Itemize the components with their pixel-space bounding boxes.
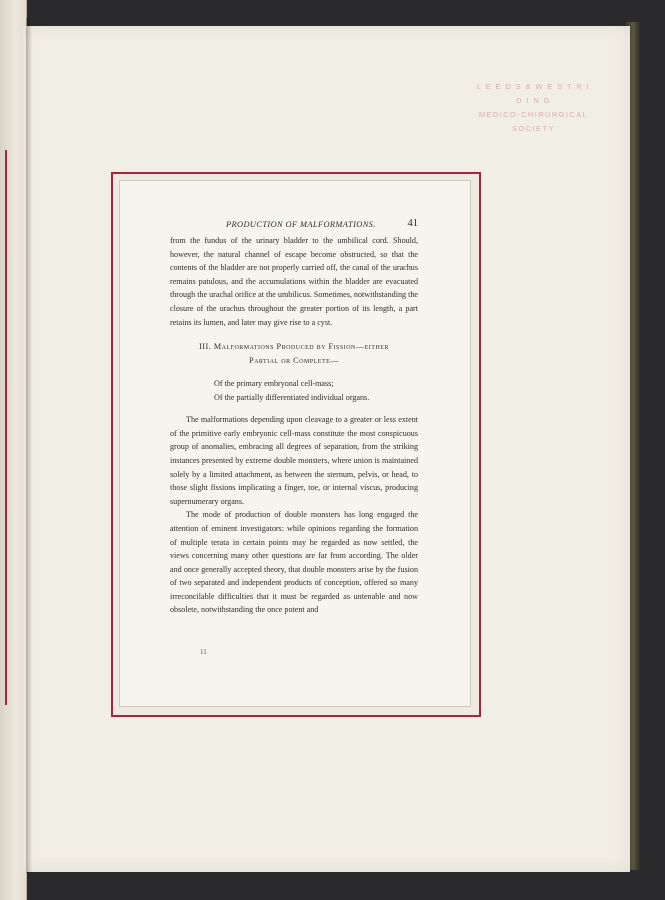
stamp-line-1: L E E D S & W E S T R I D I N G (476, 82, 591, 105)
paragraph-cleavage: The malformations depending upon cleavage to a greater or less extent of the primitive early embryonic cell-mass constitute the most conspicuous group of anomalies, embracing all degrees of separation, from the striking instances presented by extreme double monsters, where union is maintained solely by a limited attachment, as between the sternum, pelvis, or head, to those slight fissions implicating a finger, toe, or internal viscus, producing supernumerary organs. (170, 415, 418, 506)
stamp-line-2: MEDICO-CHIRURGICAL SOCIETY (478, 110, 589, 133)
section-heading-line-2: Partial or Complete— (249, 355, 339, 365)
section-heading-line-1: III. Malformations Produced by Fission—either (199, 342, 389, 352)
facing-page-border-rule (0, 150, 7, 705)
section-heading (170, 340, 418, 367)
paragraph-double-monsters: The mode of production of double monsters has long engaged the attention of eminent investigators: while opinions regarding the formation of multiple terata in certain points may be regarded as now settled, the views concerning many other questions are far from according. The older and once generally accepted theory, that double monsters arise by the fusion of two separated and independent products of conception, offered so many irreconcilable difficulties that it must be regarded as untenable and now obsolete, notwithstanding the once potent and (170, 510, 418, 615)
page-number: 41 (407, 218, 418, 229)
enumeration-item: Of the partially differentiated individual organs. (214, 392, 370, 402)
spine-shadow (26, 18, 32, 873)
page-header (170, 220, 418, 234)
enumeration-item: Of the primary embryonal cell-mass; (214, 379, 334, 389)
running-head: PRODUCTION OF MALFORMATIONS. (226, 220, 376, 229)
enumeration (170, 377, 418, 404)
page-text-block (170, 220, 418, 617)
paragraph-urachus: from the fundus of the urinary bladder to the umbilical cord. Should, however, the natural channel of escape become obstructed, so that the contents of the bladder are not properly carried off, the canal of the urachus remains patulous, and the accumulations within the bladder are evacuated through the urachal orifice at the umbilicus. Sometimes, notwithstanding the closure of the urachus throughout the greater portion of its length, a part retains its lumen, and later may give rise to a cyst. (170, 236, 418, 327)
library-stamp (476, 80, 591, 136)
signature-mark: 11 (200, 648, 207, 656)
